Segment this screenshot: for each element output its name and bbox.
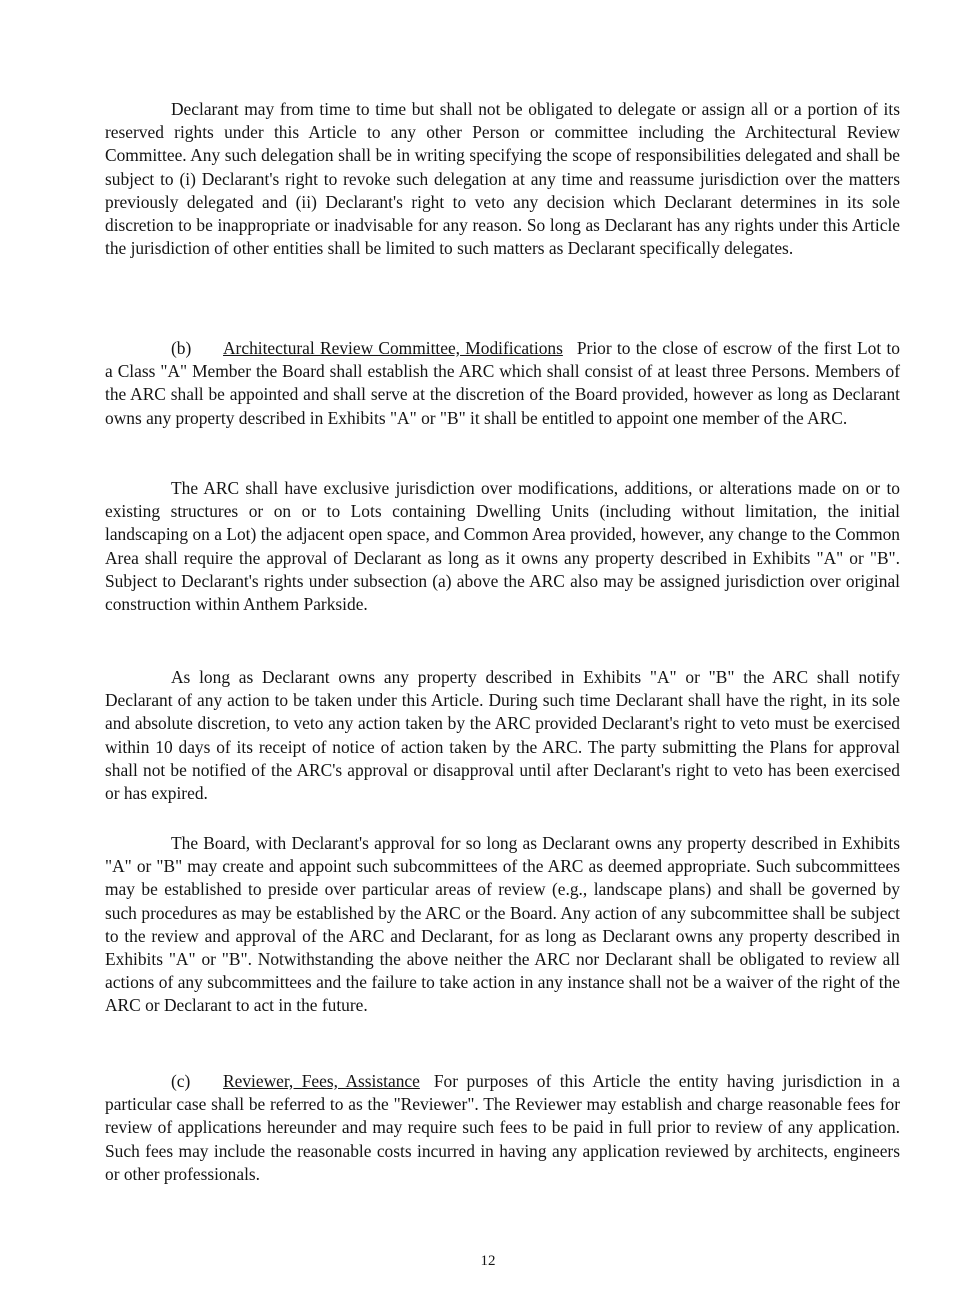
subsection-heading: Reviewer, Fees, Assistance bbox=[223, 1071, 420, 1091]
paragraph-text: The Board, with Declarant's approval for so long as Declarant owns any property described in Exhibits "A" or "B" may create and appoint such subcommittees of the ARC as deemed appropriate. Such subcommittees may be established to preside over particular areas of review (e.g., landscape plans) and shall be governed by such procedures as may be established by the ARC or the Board. Any action of any subcommittee shall be subject to the review and approval of the ARC and Declarant, for as long as Declarant owns any property described in Exhibits "A" or "B". Notwithstanding the above neither the ARC nor Declarant shall be obligated to review all actions of any subcommittees and the failure to take action in any instance shall not be a waiver of the right of the ARC or Declarant to act in the future. bbox=[105, 833, 900, 1016]
paragraph-subsection-b bbox=[105, 337, 900, 430]
paragraph-text: The ARC shall have exclusive jurisdiction over modifications, additions, or alterations made on or to existing structures or on or to Lots containing Dwelling Units (including without limitation, the initial landscaping on a Lot) the adjacent open space, and Common Area provided, however, any change to the Common Area shall require the approval of Declarant as long as it owns any property described in Exhibits "A" or "B". Subject to Declarant's rights under subsection (a) above the ARC also may be assigned jurisdiction over original construction within Anthem Parkside. bbox=[105, 478, 900, 615]
paragraph-delegation bbox=[105, 98, 900, 260]
subsection-label: (c) bbox=[171, 1071, 191, 1091]
paragraph-text: For purposes of this Article the entity having jurisdiction in a particular case shall be referred to as the "Reviewer". The Reviewer may establish and charge reasonable fees for review of applications hereunder and may require such fees to be paid in full prior to review of any application. Such fees may include the reasonable costs incurred in having any application reviewed by architects, engineers or other professionals. bbox=[105, 1071, 900, 1184]
subsection-label: (b) bbox=[171, 338, 192, 358]
paragraph-subcommittees bbox=[105, 832, 900, 1018]
paragraph-subsection-c bbox=[105, 1070, 900, 1186]
paragraph-arc-jurisdiction bbox=[105, 477, 900, 616]
paragraph-text: Declarant may from time to time but shall not be obligated to delegate or assign all or a portion of its reserved rights under this Article to any other Person or committee including the Architectural Review Committee. Any such delegation shall be in writing specifying the scope of responsibilities delegated and shall be subject to (i) Declarant's right to revoke such delegation at any time and reassume jurisdiction over the matters previously delegated and (ii) Declarant's right to veto any decision which Declarant determines in its sole discretion to be inappropriate or inadvisable for any reason. So long as Declarant has any rights under this Article the jurisdiction of other entities shall be limited to such matters as Declarant specifically delegates. bbox=[105, 99, 900, 259]
paragraph-text: As long as Declarant owns any property described in Exhibits "A" or "B" the ARC shall notify Declarant of any action to be taken under this Article. During such time Declarant shall have the right, in its sole and absolute discretion, to veto any action taken by the ARC provided Declarant's right to veto must be exercised within 10 days of its receipt of notice of action taken by the ARC. The party submitting the Plans for approval shall not be notified of the ARC's approval or disapproval until after Declarant's right to veto has been exercised or has expired. bbox=[105, 667, 900, 804]
page-number: 12 bbox=[480, 1253, 496, 1269]
paragraph-text: Prior to the close of escrow of the first Lot to a Class "A" Member the Board shall establish the ARC which shall consist of at least three Persons. Members of the ARC shall be appointed and shall serve at the discretion of the Board provided, however as long as Declarant owns any property described in Exhibits "A" or "B" it shall be entitled to appoint one member of the ARC. bbox=[105, 338, 900, 428]
paragraph-declarant-veto bbox=[105, 666, 900, 805]
subsection-heading: Architectural Review Committee, Modifications bbox=[223, 338, 563, 358]
